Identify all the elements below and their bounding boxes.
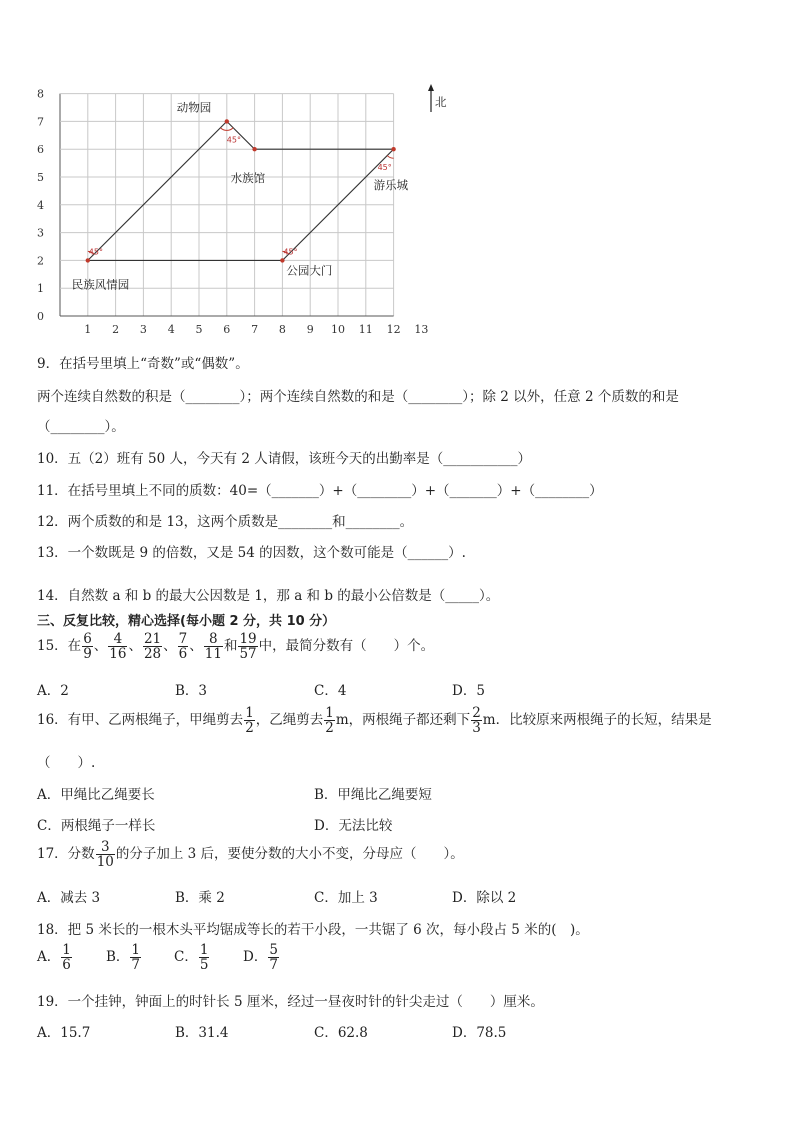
x-tick-label: 6 — [223, 323, 231, 336]
q17-option-c: C．加上 3 — [314, 890, 378, 906]
q16-option-c: C．两根绳子一样长 — [37, 818, 156, 834]
north-arrow — [428, 84, 447, 112]
q15-fractions: $\frac{6}{9}$ 、 $\frac{4}{16}$ 、 $\frac{21}{28}$ 、 $\frac{7}{6}$ 、 $\frac{8}{11}$ 和 $\frac{19}{57}$ — [83, 631, 257, 663]
q16-option-b: B．甲绳比乙绳要短 — [314, 787, 432, 803]
y-tick-label: 0 — [37, 310, 44, 323]
angle-amusement — [387, 156, 393, 159]
q17-option-a: A．减去 3 — [37, 890, 101, 906]
place-labels — [72, 100, 409, 291]
q17-text-2: 的分子加上 3 后，要使分数的大小不变，分母应（ ）。 — [115, 846, 464, 863]
y-tick-label: 8 — [37, 87, 44, 101]
q16-text-4: m．比较原来两根绳子的长短，结果是 — [482, 712, 712, 729]
q18-option-d: D． $\frac{5}{7}$ — [243, 942, 278, 974]
q15-prefix: 15．在 — [37, 638, 82, 655]
q17-option-b: B．乘 2 — [175, 890, 225, 906]
angle-amusement-label: 45° — [377, 163, 392, 173]
q16-stem — [37, 706, 712, 735]
q15-option-c: C．4 — [314, 683, 347, 699]
q19-option-b: B．31.4 — [175, 1025, 229, 1041]
q18-stem: 18．把 5 米长的一根木头平均锯成等长的若干小段，一共锯了 6 次，每小段占 5 米的( )。 — [37, 922, 589, 938]
q19-option-d: D．78.5 — [452, 1025, 507, 1041]
q16-option-a: A．甲绳比乙绳要长 — [37, 787, 155, 803]
q15-stem — [37, 632, 434, 661]
q16-fraction-3: $\frac{2}{3}$ — [472, 705, 481, 737]
q13: 13．一个数既是 9 的倍数，又是 54 的因数，这个数可能是（______）. — [37, 545, 466, 561]
q11: 11．在括号里填上不同的质数：40=（_______）+（________）+（_______）+（________） — [37, 483, 603, 499]
q12: 12．两个质数的和是 13，这两个质数是________和________。 — [37, 514, 414, 530]
label-ethnic: 民族风情园 — [71, 277, 130, 292]
x-tick-label: 11 — [358, 323, 373, 336]
label-aquarium: 水族馆 — [230, 171, 266, 186]
angle-ethnic-label: 45° — [88, 247, 103, 257]
q14: 14．自然数 a 和 b 的最大公因数是 1，那 a 和 b 的最小公倍数是（_____）。 — [37, 588, 500, 604]
q15-fraction: $\frac{21}{28}$ — [143, 631, 162, 663]
y-tick-label: 6 — [37, 143, 44, 157]
y-tick-label: 5 — [37, 171, 44, 184]
map-ticks — [37, 88, 428, 336]
y-tick-label: 1 — [37, 282, 44, 296]
q15-option-a: A．2 — [37, 683, 69, 699]
q9-line2: （________）。 — [37, 419, 125, 435]
q17-option-d: D．除以 2 — [452, 890, 517, 906]
q19-option-a: A．15.7 — [37, 1025, 91, 1041]
coordinate-map — [30, 82, 450, 342]
x-tick-label: 12 — [386, 323, 401, 336]
y-tick-label: 2 — [37, 254, 44, 268]
q15-fraction: $\frac{7}{6}$ — [178, 631, 188, 663]
angle-zoo-label: 45° — [226, 135, 241, 145]
q16-fraction-2: $\frac{1}{2}$ — [325, 705, 334, 737]
label-amusement: 游乐城 — [373, 178, 409, 193]
label-gate: 公园大门 — [286, 263, 333, 278]
q15-option-b: B．3 — [175, 683, 208, 699]
q15-fraction: $\frac{4}{16}$ — [109, 631, 127, 663]
q16-option-d: D．无法比较 — [314, 818, 393, 834]
x-tick-label: 3 — [139, 323, 147, 336]
q15-suffix: 中，最简分数有（ ）个。 — [258, 638, 435, 655]
q15-fraction: $\frac{6}{9}$ — [83, 631, 92, 663]
q15-option-d: D．5 — [452, 683, 485, 699]
q17-fraction: $\frac{3}{10}$ — [96, 839, 114, 871]
q18-option-a: A． $\frac{1}{6}$ — [37, 942, 71, 974]
q19-option-c: C．62.8 — [314, 1025, 368, 1041]
y-tick-label: 3 — [37, 226, 44, 240]
y-tick-label: 4 — [37, 198, 44, 212]
x-tick-label: 10 — [331, 323, 345, 336]
x-tick-label: 7 — [251, 323, 259, 336]
q9-title: 9．在括号里填上“奇数”或“偶数”。 — [37, 356, 249, 372]
point-ethnic — [86, 258, 90, 262]
x-tick-label: 4 — [167, 323, 175, 336]
q16-line2: （ ）. — [37, 755, 96, 771]
section-3-heading: 三、反复比较，精心选择(每小题 2 分，共 10 分） — [37, 614, 336, 629]
q17-stem — [37, 840, 464, 869]
q15-fraction: $\frac{19}{57}$ — [239, 631, 257, 663]
x-tick-label: 5 — [195, 323, 203, 336]
label-zoo: 动物园 — [176, 100, 212, 115]
q16-text-2: ，乙绳剪去 — [255, 712, 324, 729]
q16-fraction-1: $\frac{1}{2}$ — [245, 705, 254, 737]
q18-option-c: C． $\frac{1}{5}$ — [174, 942, 209, 974]
q9-line1: 两个连续自然数的积是（________）；两个连续自然数的和是（________）；除 2 以外，任意 2 个质数的和是 — [37, 389, 679, 405]
q19-stem: 19．一个挂钟，钟面上的时针长 5 厘米，经过一昼夜时针的针尖走过（ ）厘米。 — [37, 994, 544, 1010]
y-tick-label: 7 — [37, 115, 44, 129]
north-label: 北 — [435, 95, 447, 109]
q10: 10．五（2）班有 50 人，今天有 2 人请假，该班今天的出勤率是（___________） — [37, 451, 531, 467]
q15-fraction: $\frac{8}{11}$ — [204, 631, 222, 663]
x-tick-label: 8 — [278, 323, 286, 336]
point-gate — [280, 258, 284, 262]
angle-marks — [88, 128, 394, 257]
point-aquarium — [252, 147, 256, 151]
point-zoo — [225, 119, 229, 123]
point-amusement — [391, 147, 395, 151]
q17-text-1: 17．分数 — [37, 846, 95, 863]
q18-option-b: B． $\frac{1}{7}$ — [106, 942, 141, 974]
q16-text-1: 16．有甲、乙两根绳子，甲绳剪去 — [37, 712, 244, 729]
x-tick-label: 13 — [414, 323, 429, 336]
x-tick-label: 9 — [306, 323, 314, 336]
x-tick-label: 2 — [112, 323, 120, 336]
angle-gate-label: 45° — [283, 247, 298, 257]
x-tick-label: 1 — [84, 323, 92, 336]
q16-text-3: m，两根绳子都还剩下 — [335, 712, 471, 729]
